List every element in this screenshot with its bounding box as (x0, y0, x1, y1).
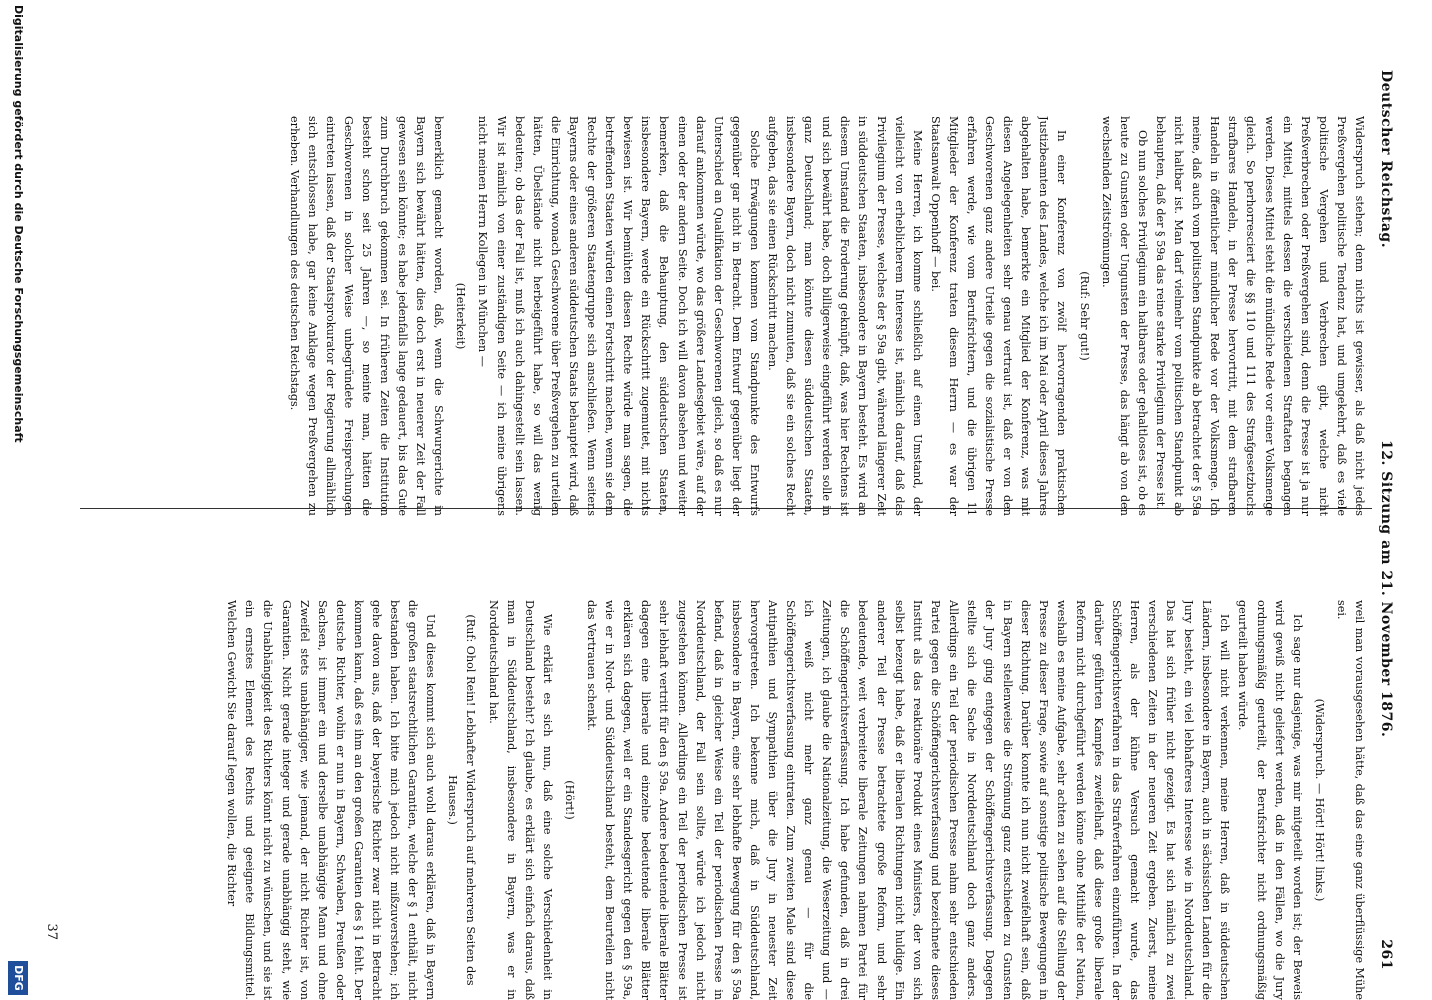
page-header (1372, 40, 1398, 980)
right-paragraph: weil man vorausgesehen hätte, daß das eine ganz überflüssige Mühe sei. (1334, 600, 1366, 1000)
footer-credit: Digitalisierung gefördert durch die Deutsche Forschungsgemeinschaft (12, 5, 25, 443)
left-paragraph: In einer Konferenz von zwölf hervorragenden praktischen Justizbeamten des Landes, welche ich im Mai oder April dieses Jahres abgehalten habe, bemerkte ein Mitglied der Konferenz, was mit diesen Angelegenheiten sehr genau vertraut ist, daß er von den Geschworenen ganz andere Urteile gegen die sozialistische Presse erfahren werde, wie vom Berufsrichtern, und die übrigen 11 Mitglieder der Konferenz traten diesem Herrn — es war der Staatsanwalt Oppenhoff — bei. (928, 116, 1069, 516)
right-interjection: (Ruf: Ohol Rein! Lebhafter Widerspruch auf mehreren Seiten des Hauses.) (446, 614, 478, 986)
digitization-footer (0, 0, 34, 1000)
right-interjection: (Widerspruch. — Hört! Hört! links.) (1312, 698, 1326, 902)
sheet-marker: 37 (44, 923, 59, 940)
header-session: 12. Sitzung am 21. November 1876. (1378, 440, 1394, 738)
left-paragraph: Ob nun solches Privilegium ein haltbares oder gehaltloses ist, ob es heute zu Gunsten oder Ungunsten der Presse, das hängt ab von den wechselnden Zeitströmungen. (1099, 116, 1149, 516)
right-column (80, 600, 1368, 1000)
right-paragraph: Wie erklärt es sich nun, daß eine solche Verschiedenheit in Deutschland besteht? Ich glaube, es erklärt sich einfach daraus, daß man in Süddeutschland, insbesondere in Bayern, was er in Norddeutschland hat. (486, 600, 554, 1000)
left-interjection: (Heiterkeit) (454, 282, 468, 350)
left-interjection: (Ruf: Sehr gut!) (1077, 271, 1091, 361)
header-page-number: 261 (1378, 939, 1394, 970)
dfg-logo-icon: DFG (8, 961, 28, 995)
left-column (80, 116, 1368, 516)
left-paragraph: Solche Erwägungen kommen vom Standpunkte des Entwurfs gegenüber gar nicht in Betracht. Dem Entwurf gegenüber liegt der Unterschied an Qualifikation der Geschworenen gleich, so daß es nur darauf ankommen würde, wo das größere Landesgebiet wäre, auf der einen oder der andern Seite. Doch ich will davon absehen und weiter bemerken, daß die Behauptung, den süddeutschen Staaten, insbesondere Bayern, werde ein Rückschritt zugemutet, mit nichts bewiesen ist. Wir bemühten diesen Rechte würde man sagen, die betreffenden Staaten würden einen Fortschritt machen, wenn sie dem Rechte der größeren Staatengruppe sich anschließen. Wenn seitens Bayerns oder eines anderen süddeutschen Staats behauptet wird, daß die Einrichtung, wonach Geschworene über Preßvergehen zu urteilen hätten, Übelstände nicht herbeigeführt habe, so will das wenig bedeuten; ob das der Fall ist, muß ich auch dahingestellt sein lassen. Wir ist nämlich von einer zuständigen Seite — ich meine übrigens nicht meinen Herrn Kollegen in München — (476, 116, 761, 516)
header-publication: Deutscher Reichstag. (1378, 70, 1394, 249)
right-paragraph: Und dieses kommt sich auch wohl daraus erklären, daß in Bayern die großen staatsrechtlichen Garantien, welche der § 1 enthält, nicht bestanden haben. Ich bitte mich jedoch nicht mißzuverstehen; ich gehe davon aus, daß der bayerische Richter zwar nicht in Betracht kommen kann, daß es ihm an den großen Garantien des § 1 fehlt. Der deutsche Richter, wohin er nun in Bayern, Schwaben, Preußen oder Sachsen, ist immer ein und derselbe unabhängige Mann und ohne Zweifel stets unabhängiger, wie jemand, der nicht Richter ist, von Garantien. Nicht gerade integer und gerade unabhängig steht, wie die Unabhängigkeit des Richters könnt nicht zu wünschen, und sie ist ein ernstes Element des Rechts und geeignete Bildungsmittel. Welchen Gewicht Sie darauf legen wollen, die Richter (225, 600, 438, 1000)
right-interjection: (Hört!) (562, 780, 576, 820)
right-paragraph: Ich will nicht verkennen, meine Herren, daß in süddeutschen Ländern, insbesondere in Bayern, auch in sächsischen Landen für die Jury besteht, ein viel lebhafteres Interesse wie in Norddeutschland. Das hat sich früher nicht gezeigt. Es hat sich nämlich zu zwei verschiedenen Zeiten in der neueren Zeit ergeben. Zuerst, meine Herren, als der kühne Versuch gemacht wurde, das Schöffengerichtsverfahren in das Strafverfahren einzuführen. In der darüber geführten Kampfes zweifelhaft, daß diese große liberale Reform nicht durchgeführt werden könne ohne Mithilfe der Nation, weshalb es meine Aufgabe, sehr achten zu sehen auf die Stellung der Presse zu dieser Frage, sowie auf sonstige politische Bewegungen in dieser Richtung. Darüber konnte ich nun nicht zweifelhaft sein, daß in Bayern stellenweise die Strömung ganz entschieden zu Gunsten der Jury ging entgegen der Schöffengerichtsverfassung. Dagegen stellte sich die Sache in Norddeutschland doch ganz anders. Allerdings ein Teil der periodischen Presse nahm sehr entschieden Partei gegen die Schöffengerichtsverfassung und bezeichnete dieses Institut als das reaktionäre Produkt eines Ministers, der von sich selbst bezeugt habe, daß er liberalen Richtungen nicht huldige. Ein anderer Teil der Presse betrachtete große Reform, und sehr bedeutende, weit verbreitete liberale Zeitungen nahmen Partei für die Schöffengerichtsverfassung. Ich habe gefunden, daß in drei Zeitungen, ich glaube die Nationalzeitung, die Weserzeitung und — ich weiß nicht mehr ganz genau — für die Schöffengerichtsverfassung eintraten. Zum zweiten Male sind diese Antipathien und Sympathien über die Jury in neuester Zeit hervorgetreten. Ich bekenne mich, daß in Süddeutschland, insbesondere in Bayern, eine sehr lebhafte Bewegung für den § 59a befand, daß in gleicher Weise ein Teil der periodischen Presse in Norddeutschland, der Fall sein sollte, würde ich jedoch nicht zugestehen können. Allerdings ein Teil der periodischen Presse ist sehr lebhaft vertritt für den § 59a. Andere bedeutende liberale Blätter dagegen eine liberale und einzelne bedeutende liberale Blätter erklären sich dagegen, weil er ein Standesgericht gegen den § 59a, wie er in Nord- und Süddeutschland besteht, dem Beurteilen nicht das Vertrauen schenkt. (585, 600, 1232, 1000)
left-paragraph: Widerspruch stehen; denn nichts ist gewisser, als daß nicht jedes Preßvergehen politische Tendenz hat, und umgekehrt, daß es viele politische Vergehen und Verbrechen gibt, welche nicht Preßverbrechen oder Preßvergehen sind, denn die Presse ist ja nur ein Mittel, mittels dessen die verschiedenen Straftaten begangen werden. Dieses Mittel steht die mündliche Rede vor einer Volksmenge gleich. So perhorresciert die §§ 110 und 111 des Strafgesetzbuchs strafbares Handeln, in der Presse hervortritt, mit dem strafbaren Handeln in öffentlicher mündlicher Rede vor der Volksmenge. Ich meine, daß auch vom politischen Standpunkte ab betrachtet der § 59a nicht haltbar ist. Man darf vielmehr vom politischen Standpunkt ab behaupten, daß der § 59a das reine starke Privilegium der Presse ist. (1153, 116, 1366, 516)
right-paragraph: Ich sage nur dasjenige, was mir mitgeteilt worden ist; der Beweis wird gewiß nicht geliefert werden, daß in den Fällen, wo die Jury ordnungsmäßig geurteilt, der Berufsrichter nicht ordnungsmäßig geurteilt haben würde. (1236, 600, 1304, 1000)
left-paragraph: Meine Herren, ich komme schließlich auf einen Umstand, der vielleicht von erheblicherem Interesse ist, nämlich darauf, daß das Privilegium der Presse, welches der § 59a gibt, während längerer Zeit in süddeutschen Staaten, insbesondere in Bayern besteht. Es wird an diesem Umstand die Forderung geknüpft, daß, was hier Rechtens ist und sich bewährt habe, doch billigerweise eingeführt werden solle in ganz Deutschland; man könnte diesen süddeutschen Staaten, insbesondere Bayern, doch nicht zumuten, daß sie ein solches Recht aufgeben, das sie einen Rückschritt machen. (766, 116, 924, 516)
left-paragraph: bemerklich gemacht worden, daß, wenn die Schwurgerichte in Bayern sich bewährt hätten, dies doch erst in neuerer Zeit der Fall gewesen sein könnte; es habe jedenfalls lange gedauert, bis das Gute zum Durchbruch gekommen sei. In früheren Zeiten die Institution besteht schon seit 25 Jahren —, so meinte man, hätten die Geschworenen in solcher Weise unbegründete Freisprechungen eintreten lassen, daß der Staatsprokurator der Regierung allmählich sich entschlossen habe, gar keine Anklage wegen Preßvergehen zu erheben. Verhandlungen des deutschen Reichstags. (287, 116, 446, 516)
